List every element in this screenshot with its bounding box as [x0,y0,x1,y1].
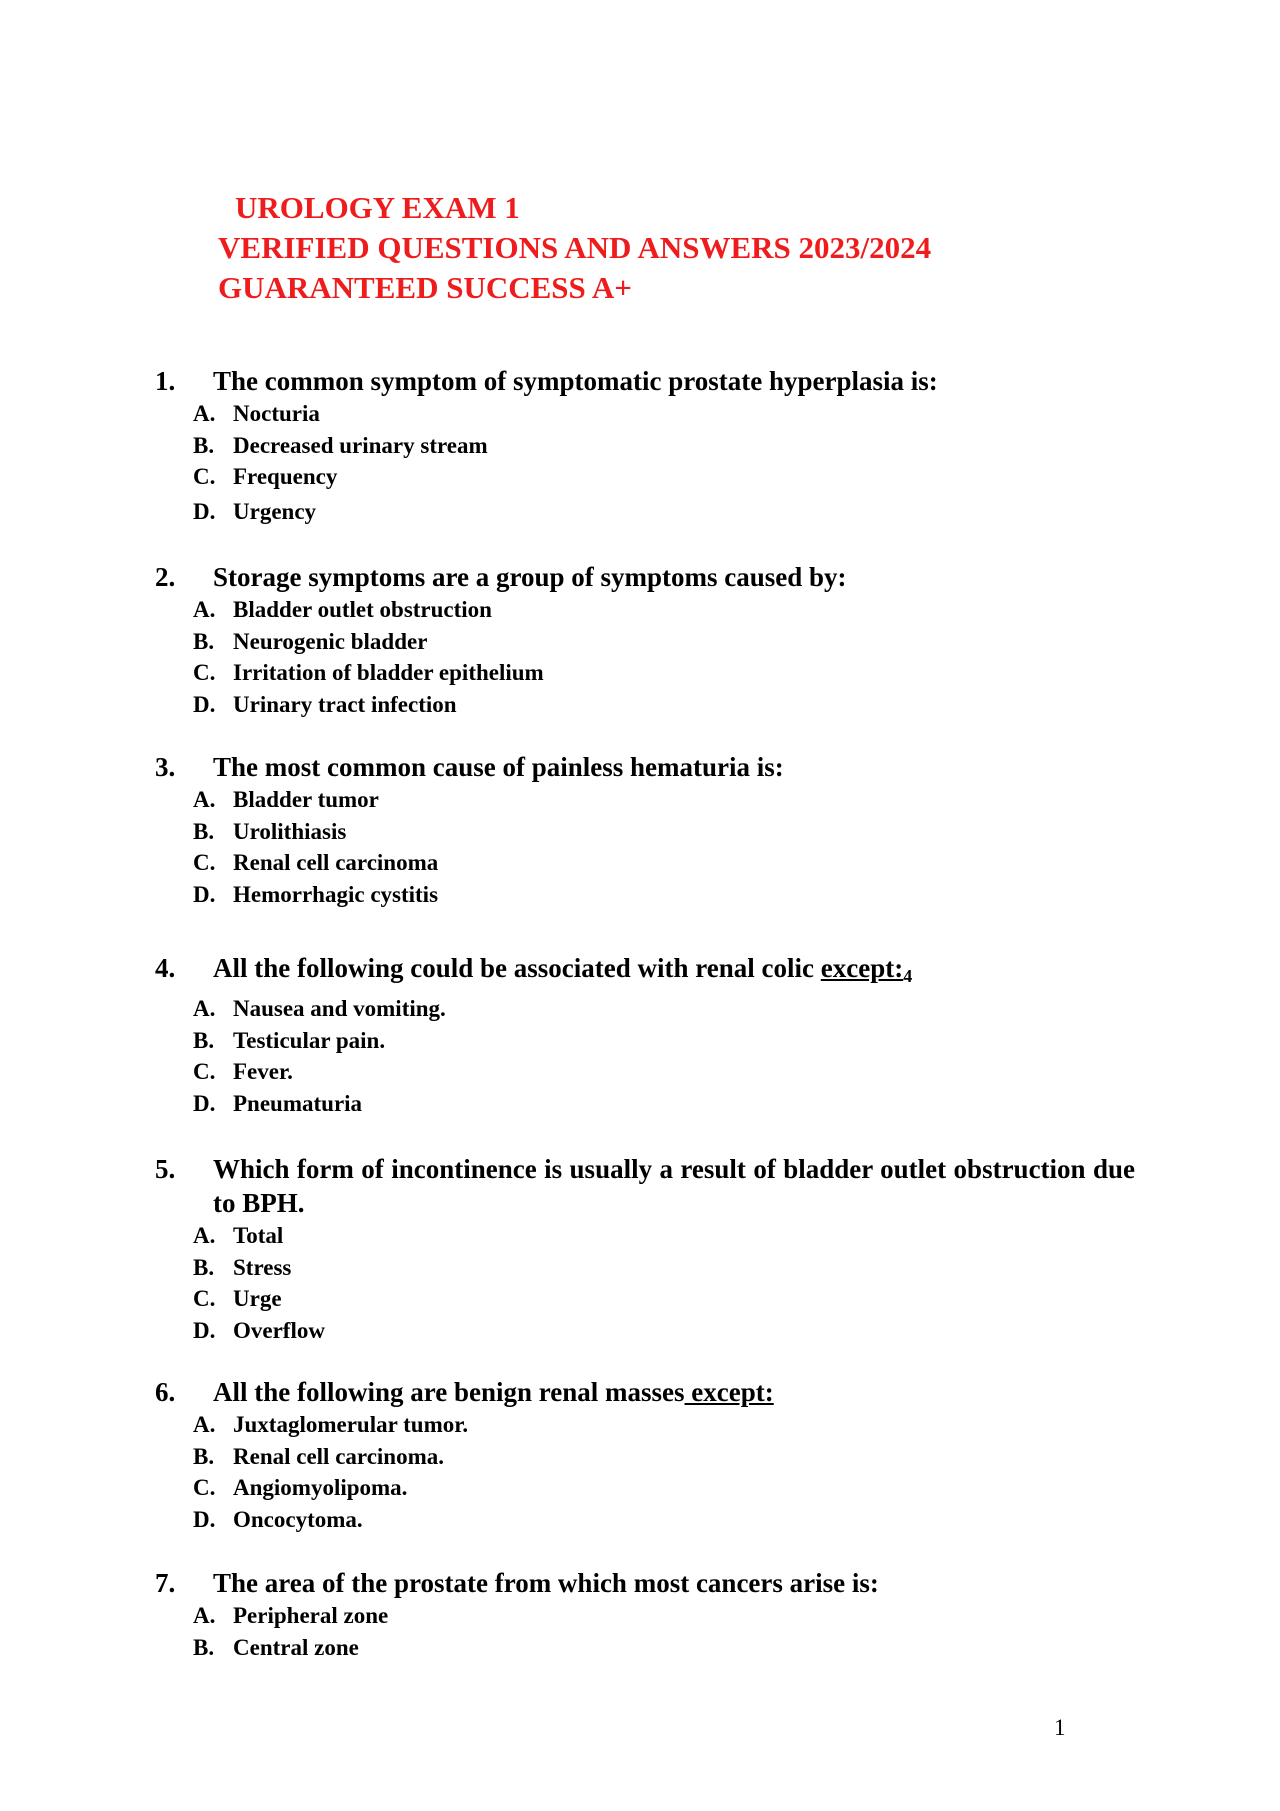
question-7-options [155,1600,1135,1663]
option-text: Fever. [233,1059,293,1084]
question-4 [155,951,1135,1119]
question-7-text: The area of the prostate from which most cancers arise is: [213,1568,879,1598]
option-2b [193,626,1135,658]
option-letter: C. [193,1286,216,1311]
option-5a [193,1220,1135,1252]
option-text: Bladder outlet obstruction [233,597,492,622]
option-text: Urinary tract infection [233,691,457,717]
option-6b [193,1441,1135,1473]
option-letter: A. [193,1603,216,1628]
option-letter: C. [193,464,216,489]
option-text: Decreased urinary stream [233,432,488,458]
question-6-number: 6. [155,1377,176,1407]
question-7 [155,1566,1135,1663]
option-letter: D. [193,1317,216,1343]
option-letter: B. [193,1254,215,1280]
option-2a [193,594,1135,626]
question-1-stem [155,364,1135,398]
option-letter: D. [193,498,216,524]
question-6 [155,1375,1135,1535]
option-2d [193,689,1135,721]
option-6d [193,1504,1135,1536]
question-5-number: 5. [155,1154,176,1184]
option-4d [193,1088,1135,1120]
option-letter: B. [193,1443,215,1469]
title-line-2: VERIFIED QUESTIONS AND ANSWERS 2023/2024 [218,230,932,265]
question-1-options [155,398,1135,527]
question-6-text: All the following are benign renal masses [213,1377,685,1407]
option-3b [193,816,1135,848]
option-1a [193,398,1135,430]
option-1b [193,430,1135,462]
question-4-options [155,993,1135,1119]
option-1c [193,461,1135,493]
question-3-text: The most common cause of painless hematuria is: [213,752,784,782]
page-number: 1 [1054,1715,1066,1740]
question-5-text: Which form of incontinence is usually a result of bladder outlet obstruction due to BPH. [213,1154,1135,1218]
option-text: Irritation of bladder epithelium [233,660,544,685]
question-2-number: 2. [155,562,176,592]
title-line-1: UROLOGY EXAM 1 [235,190,520,225]
question-2-options [155,594,1135,720]
question-7-number: 7. [155,1568,176,1598]
question-4-emphasis: except: [820,953,904,983]
option-text: Nocturia [233,401,320,426]
option-text: Urgency [233,498,317,524]
question-4-text-wrap [213,951,1135,993]
question-4-stem [155,951,1135,993]
question-5-options [155,1220,1135,1346]
option-5b [193,1252,1135,1284]
option-text: Total [233,1223,284,1248]
option-4c [193,1056,1135,1088]
option-text: Urolithiasis [233,818,347,844]
option-5d [193,1315,1135,1347]
option-text: Stress [233,1254,292,1280]
option-text: Renal cell carcinoma [233,850,439,875]
option-text: Overflow [233,1317,325,1343]
option-letter: B. [193,1634,215,1660]
question-3-stem [155,750,1135,784]
option-letter: B. [193,432,215,458]
option-text: Central zone [233,1634,359,1660]
question-6-text-wrap [213,1375,1135,1409]
option-text: Testicular pain. [233,1027,386,1053]
option-letter: D. [193,691,216,717]
question-5 [155,1152,1135,1346]
option-letter: D. [193,881,216,907]
question-1 [155,364,1135,527]
option-letter: C. [193,1059,216,1084]
option-text: Oncocytoma. [233,1506,363,1532]
option-text: Renal cell carcinoma. [233,1443,444,1469]
option-letter: A. [193,1223,216,1248]
question-6-emphasis: except: [684,1377,774,1407]
option-letter: C. [193,660,216,685]
option-text: Pneumaturia [233,1090,363,1116]
question-6-options [155,1409,1135,1535]
option-3d [193,879,1135,911]
option-2c [193,657,1135,689]
option-4b [193,1025,1135,1057]
option-6a [193,1409,1135,1441]
option-letter: A. [193,1412,216,1437]
question-4-subscript: 4 [903,966,913,986]
option-text: Frequency [233,464,338,489]
option-letter: A. [193,597,216,622]
question-1-number: 1. [155,366,176,396]
option-4a [193,993,1135,1025]
question-3 [155,750,1135,910]
question-3-options [155,784,1135,910]
option-text: Peripheral zone [233,1603,389,1628]
title-line-3: GUARANTEED SUCCESS A+ [218,270,632,305]
option-3a [193,784,1135,816]
document-title [218,188,931,308]
option-text: Angiomyolipoma. [233,1475,408,1500]
option-text: Nausea and vomiting. [233,996,446,1021]
option-text: Urge [233,1286,282,1311]
option-letter: D. [193,1090,216,1116]
option-letter: B. [193,628,215,654]
option-1d [193,496,1135,528]
question-5-stem [155,1152,1135,1220]
option-7b [193,1632,1135,1664]
option-text: Bladder tumor [233,787,379,812]
option-text: Neurogenic bladder [233,628,428,654]
question-2-text: Storage symptoms are a group of symptoms caused by: [213,562,847,592]
option-letter: B. [193,818,215,844]
option-5c [193,1283,1135,1315]
option-letter: B. [193,1027,215,1053]
option-3c [193,847,1135,879]
question-2 [155,560,1135,720]
question-4-text: All the following could be associated with renal colic [213,953,821,983]
option-text: Hemorrhagic cystitis [233,881,439,907]
option-letter: A. [193,401,216,426]
option-6c [193,1472,1135,1504]
question-3-number: 3. [155,752,176,782]
question-1-text: The common symptom of symptomatic prostate hyperplasia is: [213,366,938,396]
question-6-stem [155,1375,1135,1409]
question-2-stem [155,560,1135,594]
option-letter: D. [193,1506,216,1532]
option-letter: A. [193,996,216,1021]
option-text: Juxtaglomerular tumor. [233,1412,469,1437]
question-4-number: 4. [155,953,176,983]
option-7a [193,1600,1135,1632]
option-letter: C. [193,1475,216,1500]
option-letter: A. [193,787,216,812]
question-7-stem [155,1566,1135,1600]
option-letter: C. [193,850,216,875]
